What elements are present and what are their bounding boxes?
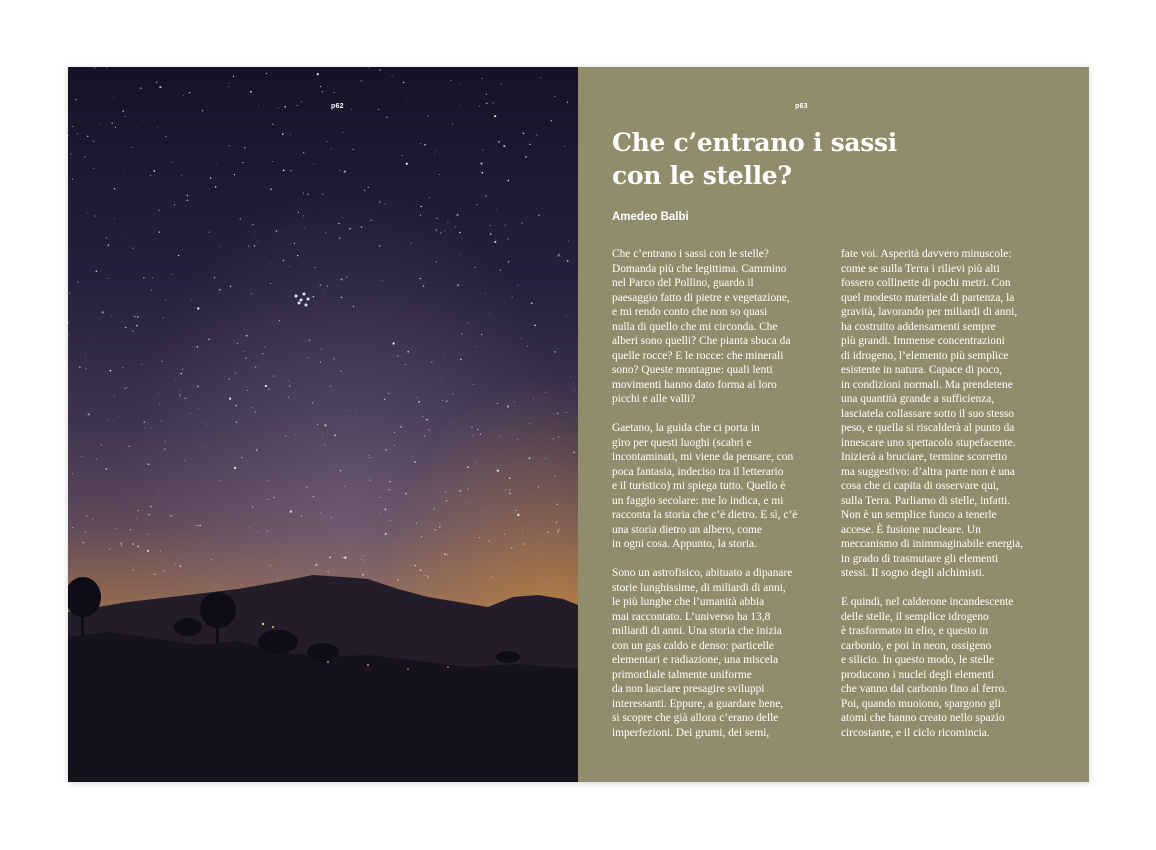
text-line: di idrogeno, l’elemento più semplice <box>841 349 1009 362</box>
text-line: e il turistico) mi spiega tutto. Quello è <box>612 480 786 492</box>
text-line: esistente in natura. Capace di poco, <box>841 364 1002 376</box>
night-sky-photo <box>68 67 578 782</box>
text-line: e silicio. In questo modo, le stelle <box>841 654 995 666</box>
text-line: più grandi. Immense concentrazioni <box>841 335 1005 347</box>
body-paragraph <box>841 595 1066 740</box>
body-paragraph <box>612 247 837 407</box>
text-line: è trasformato in elio, e questo in <box>841 625 989 637</box>
title-line: con le stelle? <box>612 161 792 190</box>
text-line: Inizierà a bruciare, termine scorretto <box>841 451 1008 463</box>
text-line: storie lunghissime, di miliardi di anni, <box>612 581 786 594</box>
text-line: giro per questi luoghi (scabri e <box>612 436 752 449</box>
text-line: che vanno dal carbonio fino al ferro. <box>841 683 1008 695</box>
text-line: le più lunghe che l’umanità abbia <box>612 596 765 608</box>
text-line: poca fantasia, indeciso tra il letterario <box>612 465 784 478</box>
text-line: quel modesto materiale di partenza, la <box>841 291 1015 304</box>
text-line: sulla Terra. Parliamo di stelle, infatti. <box>841 494 1011 507</box>
text-line: come se sulla Terra i rilievi più alti <box>841 262 1000 275</box>
text-line: ma suggestivo: d’altra parte non è una <box>841 465 1015 478</box>
text-line: nulla di quello che mi circonda. Che <box>612 320 778 333</box>
text-line: mai raccontato. L’universo ha 13,8 <box>612 610 771 623</box>
text-line: ha costruito addensamenti sempre <box>841 320 996 333</box>
text-line: E quindi, nel calderone incandescente <box>841 596 1014 608</box>
text-line: racconta la storia che c’è dietro. E sì, c’è <box>612 509 798 521</box>
text-line: Domanda più che legittima. Cammino <box>612 262 787 275</box>
text-line: lasciatela collassare sotto il suo stesso <box>841 407 1015 420</box>
text-line: miliardi di anni. Una storia che inizia <box>612 625 782 637</box>
magazine-spread <box>68 67 1089 782</box>
text-line: peso, e quella si riscalderà al punto da <box>841 422 1015 434</box>
body-paragraph <box>612 421 837 552</box>
text-line: alberi sono quelli? Che pianta sbuca da <box>612 335 791 347</box>
text-line: in condizioni normali. Ma prendetene <box>841 378 1013 391</box>
text-line: movimenti hanno dato forma ai loro <box>612 378 777 391</box>
text-line: interessanti. Eppure, a guardare bene, <box>612 697 784 710</box>
text-line: una quantità grande a sufficienza, <box>841 393 995 405</box>
text-line: innescare uno spettacolo stupefacente. <box>841 436 1016 449</box>
text-line: gravità, lavorando per miliardi di anni, <box>841 306 1018 318</box>
text-line: sono? Queste montagne: quali lenti <box>612 364 773 376</box>
text-line: imperfezioni. Dei grumi, dei semi, <box>612 726 770 739</box>
article-author: Amedeo Balbi <box>612 211 689 223</box>
page-number-right: p63 <box>795 103 808 110</box>
title-line: Che c’entrano i sassi <box>612 128 897 157</box>
text-line: picchi e alle valli? <box>612 393 696 405</box>
text-line: stessi. Il sogno degli alchimisti. <box>841 567 985 579</box>
text-line: nel Parco del Pollino, guardo il <box>612 277 754 289</box>
text-column-1 <box>612 247 837 755</box>
text-line: quelle rocce? E le rocce: che minerali <box>612 349 784 362</box>
text-line: delle stelle, il semplice idrogeno <box>841 610 989 623</box>
text-line: incontaminati, mi viene da pensare, con <box>612 451 794 463</box>
text-line: un faggio secolare: me lo indica, e mi <box>612 494 784 507</box>
text-line: circostante, e il ciclo ricomincia. <box>841 726 990 739</box>
text-line: carbonio, e poi in neon, ossigeno <box>841 639 992 652</box>
text-line: elementari e radiazione, una miscela <box>612 654 779 666</box>
article-title <box>612 126 1052 192</box>
text-line: producono i nuclei degli elementi <box>841 668 995 681</box>
text-line: Che c’entrano i sassi con le stelle? <box>612 248 769 260</box>
text-line: accese. È fusione nucleare. Un <box>841 523 981 536</box>
text-line: e mi rendo conto che non so quasi <box>612 306 768 318</box>
text-line: fossero collinette di pochi metri. Con <box>841 277 1011 289</box>
text-line: paesaggio fatto di pietre e vegetazione, <box>612 291 790 304</box>
text-line: in ogni cosa. Appunto, la storia. <box>612 538 757 550</box>
body-paragraph <box>612 566 837 740</box>
text-line: primordiale talmente uniforme <box>612 668 752 681</box>
text-line: Poi, quando muoiono, spargono gli <box>841 697 1001 710</box>
text-line: Gaetano, la guida che ci porta in <box>612 422 760 434</box>
text-line: cosa che ci capita di osservare qui, <box>841 480 999 492</box>
text-line: una storia dietro un albero, come <box>612 523 762 536</box>
text-line: si scopre che già allora c’erano delle <box>612 712 779 724</box>
body-paragraph <box>841 247 1066 581</box>
text-line: Non è un semplice fuoco a tenerle <box>841 509 997 521</box>
page-number-left: p62 <box>331 103 344 110</box>
text-line: fate voi. Asperità davvero minuscole: <box>841 248 1012 260</box>
left-page <box>68 67 578 782</box>
text-line: da non lasciare presagire sviluppi <box>612 683 765 695</box>
text-line: con un gas caldo e denso: particelle <box>612 639 774 652</box>
text-line: in grado di trasmutare gli elementi <box>841 552 999 565</box>
text-line: meccanismo di inimmaginabile energia, <box>841 538 1023 550</box>
right-page <box>578 67 1089 782</box>
text-column-2 <box>841 247 1066 755</box>
text-line: atomi che hanno creato nello spazio <box>841 712 1005 724</box>
text-line: Sono un astrofisico, abituato a dipanare <box>612 567 793 579</box>
